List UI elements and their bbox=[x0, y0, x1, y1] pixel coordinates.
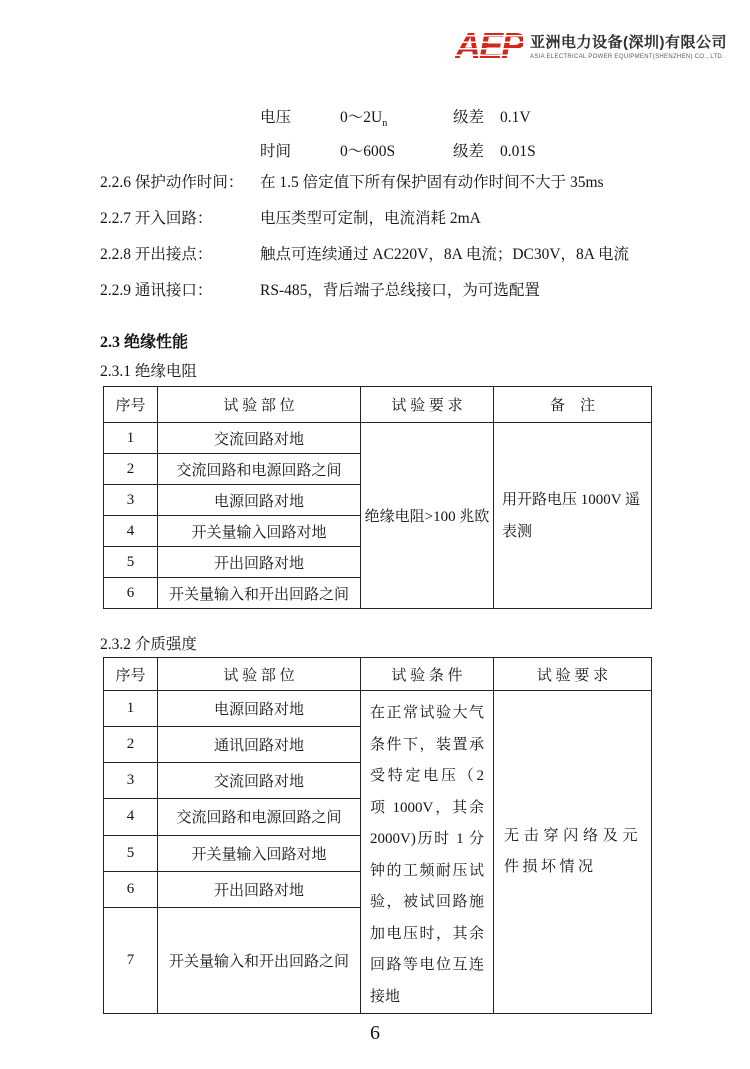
test-part-cell: 电源回路对地 bbox=[158, 691, 361, 727]
row-number-cell: 5 bbox=[104, 835, 158, 871]
remark-cell: 用开路电压 1000V 遥表测 bbox=[494, 423, 652, 609]
item-value: 电压类型可定制，电流消耗 2mA bbox=[260, 210, 481, 227]
spec-step-label: 级差 bbox=[453, 143, 485, 160]
spec-step-value: 0.01S bbox=[500, 143, 536, 160]
spec-item-2-2-8 bbox=[100, 237, 629, 273]
test-part-cell: 交流回路和电源回路之间 bbox=[158, 454, 361, 485]
test-part-cell: 电源回路对地 bbox=[158, 485, 361, 516]
spec-item-list bbox=[100, 165, 629, 309]
spec-range-text: 0～2U bbox=[340, 109, 383, 126]
test-part-cell: 开关量输入回路对地 bbox=[158, 516, 361, 547]
column-header-part: 试 验 部 位 bbox=[158, 387, 361, 423]
row-number-cell: 1 bbox=[104, 691, 158, 727]
test-part-cell: 开出回路对地 bbox=[158, 871, 361, 907]
aep-logo-icon: AEP bbox=[455, 25, 524, 66]
spec-label: 时间 bbox=[260, 143, 292, 160]
test-part-cell: 开关量输入回路对地 bbox=[158, 835, 361, 871]
row-number-cell: 7 bbox=[104, 907, 158, 1013]
section-heading-2-3: 2.3 绝缘性能 bbox=[100, 334, 189, 351]
spec-item-2-2-6 bbox=[100, 165, 629, 201]
spec-range bbox=[340, 135, 453, 169]
row-number-cell: 5 bbox=[104, 547, 158, 578]
column-header-part: 试 验 部 位 bbox=[158, 658, 361, 691]
item-label: 2.2.6 保护动作时间： bbox=[100, 174, 244, 191]
table-caption-2-3-2: 2.3.2 介质强度 bbox=[100, 636, 197, 653]
table-header-row bbox=[104, 658, 652, 691]
row-number-cell: 4 bbox=[104, 799, 158, 835]
spec-range bbox=[340, 101, 453, 135]
column-header-requirement: 试 验 要 求 bbox=[494, 658, 652, 691]
item-label: 2.2.7 开入回路： bbox=[100, 210, 213, 227]
row-number-cell: 2 bbox=[104, 727, 158, 763]
test-part-cell: 交流回路对地 bbox=[158, 763, 361, 799]
requirement-cell: 绝缘电阻>100 兆欧 bbox=[361, 423, 494, 609]
row-number-cell: 2 bbox=[104, 454, 158, 485]
item-value: RS-485，背后端子总线接口，为可选配置 bbox=[260, 282, 540, 299]
test-part-cell: 开出回路对地 bbox=[158, 547, 361, 578]
spec-lines bbox=[260, 101, 536, 169]
table-header-row bbox=[104, 387, 652, 423]
column-header-no: 序号 bbox=[104, 387, 158, 423]
column-header-remark: 备 注 bbox=[494, 387, 652, 423]
company-name-cn: 亚洲电力设备(深圳)有限公司 bbox=[530, 34, 728, 51]
item-value: 触点可连续通过 AC220V，8A 电流；DC30V，8A 电流 bbox=[260, 246, 630, 263]
spec-range-text: 0～600S bbox=[340, 143, 396, 160]
test-part-cell: 开关量输入和开出回路之间 bbox=[158, 907, 361, 1013]
row-number-cell: 6 bbox=[104, 871, 158, 907]
test-part-cell: 交流回路对地 bbox=[158, 423, 361, 454]
table-row bbox=[104, 423, 652, 454]
column-header-condition: 试 验 条 件 bbox=[361, 658, 494, 691]
spec-label: 电压 bbox=[260, 109, 292, 126]
dielectric-strength-table bbox=[103, 657, 652, 1014]
test-part-cell: 交流回路和电源回路之间 bbox=[158, 799, 361, 835]
spec-row-time bbox=[260, 135, 536, 169]
spec-item-2-2-7 bbox=[100, 201, 629, 237]
condition-cell: 在正常试验大气条件下，装置承受特定电压（2 项 1000V，其余 2000V)历时 1 分钟的工频耐压试验，被试回路施加电压时，其余回路等电位互连接地 bbox=[361, 691, 494, 1014]
page-number: 6 bbox=[370, 1022, 380, 1044]
insulation-resistance-table bbox=[103, 386, 652, 609]
row-number-cell: 6 bbox=[104, 578, 158, 609]
company-name-block bbox=[530, 30, 727, 61]
item-label: 2.2.9 通讯接口： bbox=[100, 282, 213, 299]
row-number-cell: 1 bbox=[104, 423, 158, 454]
table-row bbox=[104, 691, 652, 727]
column-header-no: 序号 bbox=[104, 658, 158, 691]
spec-row-voltage bbox=[260, 101, 536, 135]
test-part-cell: 开关量输入和开出回路之间 bbox=[158, 578, 361, 609]
requirement-cell: 无击穿闪络及元件损坏情况 bbox=[494, 691, 652, 1014]
row-number-cell: 3 bbox=[104, 485, 158, 516]
spec-item-2-2-9 bbox=[100, 273, 629, 309]
company-name-en: ASIA ELECTRICAL POWER EQUIPMENT(SHENZHEN) CO., LTD. bbox=[530, 54, 725, 60]
test-part-cell: 通讯回路对地 bbox=[158, 727, 361, 763]
row-number-cell: 4 bbox=[104, 516, 158, 547]
company-logo bbox=[455, 25, 728, 66]
column-header-requirement: 试 验 要 求 bbox=[361, 387, 494, 423]
spec-range-sub: n bbox=[382, 118, 388, 130]
spec-step-label: 级差 bbox=[453, 109, 485, 126]
item-label: 2.2.8 开出接点： bbox=[100, 246, 213, 263]
row-number-cell: 3 bbox=[104, 763, 158, 799]
item-value: 在 1.5 倍定值下所有保护固有动作时间不大于 35ms bbox=[260, 174, 604, 191]
table-caption-2-3-1: 2.3.1 绝缘电阻 bbox=[100, 363, 197, 380]
spec-step-value: 0.1V bbox=[500, 109, 531, 126]
